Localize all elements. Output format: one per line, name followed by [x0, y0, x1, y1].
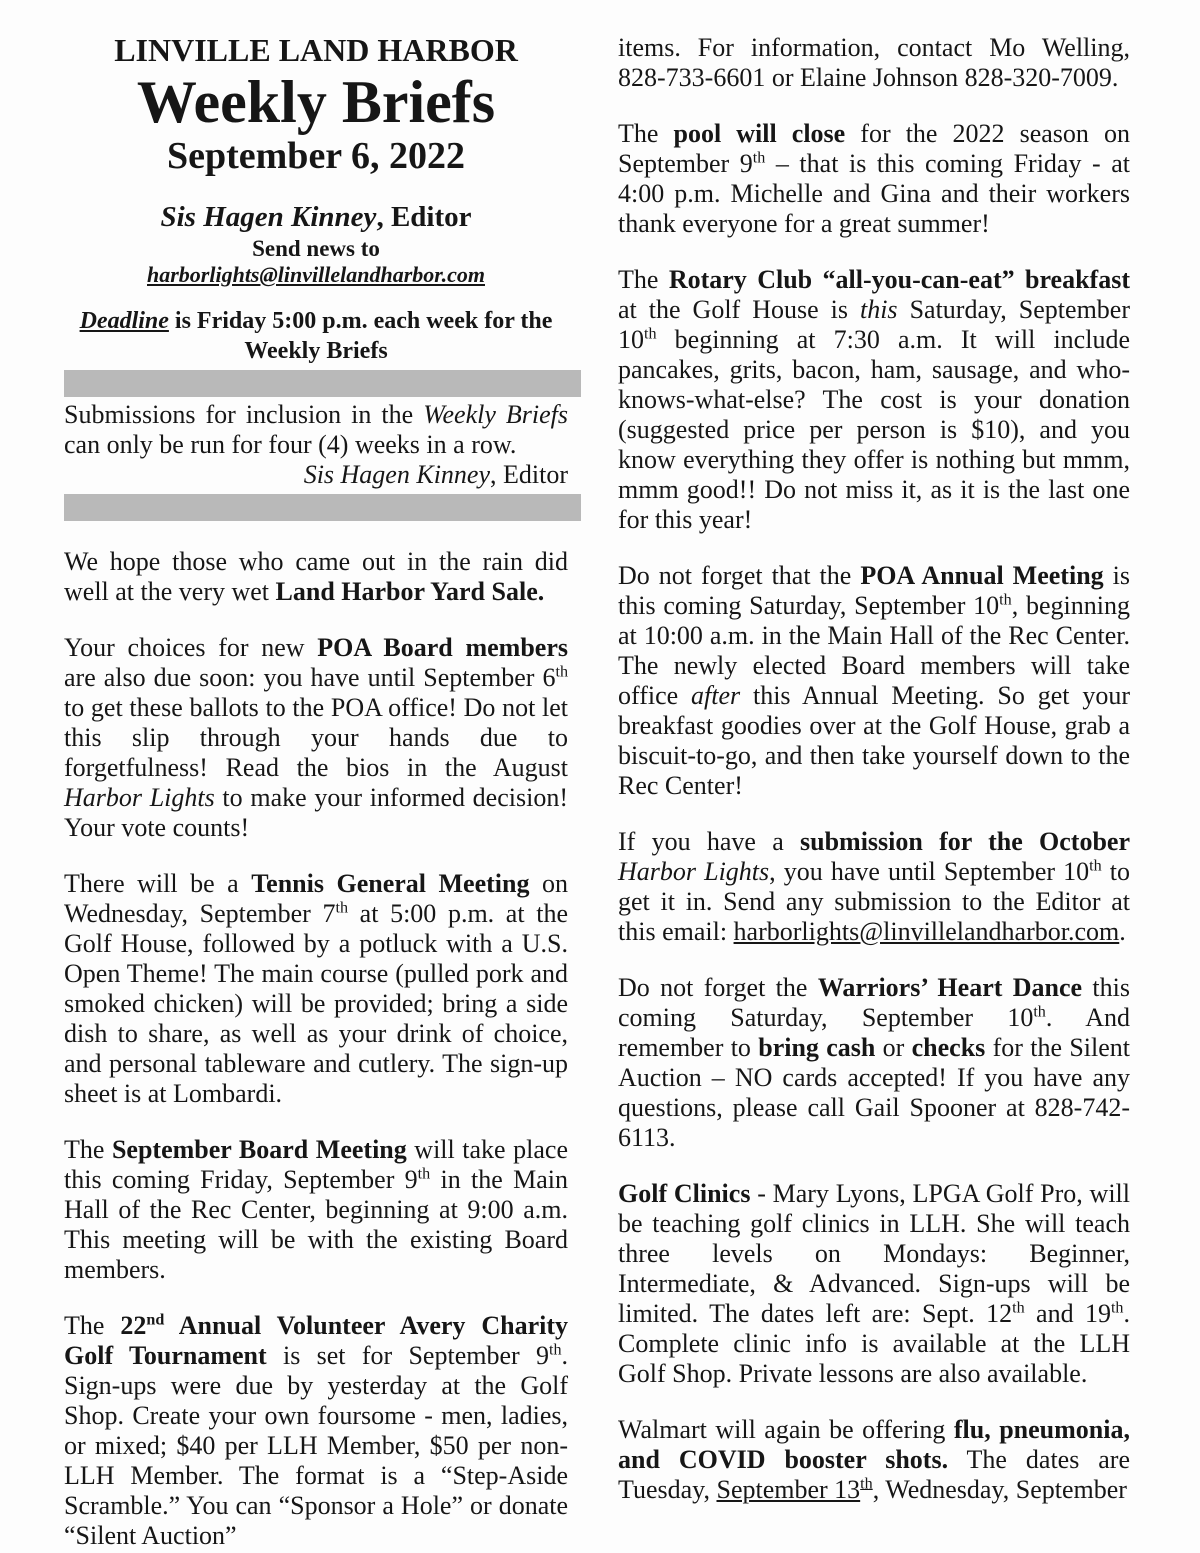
send-news-label: Send news to: [252, 236, 380, 261]
left-column-paragraphs: [64, 547, 568, 1551]
paragraph: [618, 827, 1130, 947]
text-run: harborlights@linvillelandharbor.com: [733, 917, 1120, 946]
text-run: Sis Hagen Kinney: [303, 460, 490, 489]
text-run: , Editor: [376, 201, 472, 233]
text-run: - Mary Lyons, LPGA Golf Pro, will be teaching golf clinics in LLH. She will teach three levels on Mondays: Beginner, Intermediate, & Advanced. Sign-ups will be limited. The dates left are: Sept. 12: [618, 1179, 1130, 1328]
text-run: The: [618, 265, 669, 294]
text-run: . And remember to: [618, 1003, 1131, 1062]
paragraph: [618, 1179, 1130, 1389]
text-run: There will be a: [64, 869, 252, 898]
paragraph: [64, 547, 568, 607]
editor-byline: [64, 200, 568, 234]
text-run: Submissions for inclusion in the: [64, 400, 424, 429]
text-run: The dates are Tuesday,: [618, 1445, 1130, 1504]
text-run: for the Silent Auction – NO cards accepted! If you have any questions, please call Gail Spooner at 828-742-6113.: [618, 1033, 1130, 1152]
text-run: th: [1110, 1299, 1124, 1317]
text-run: Annual Volunteer Avery Charity Golf Tournament: [64, 1311, 568, 1370]
text-run: Do not forget the: [618, 973, 818, 1002]
paragraph: [618, 119, 1130, 239]
text-run: th: [999, 591, 1012, 609]
text-run: bring cash: [758, 1033, 876, 1062]
text-run: to get it in. Send any submission to the Editor at this email:: [618, 857, 1131, 946]
text-run: Weekly Briefs: [423, 400, 568, 429]
divider-bar-top: [64, 370, 581, 397]
text-run: Golf Clinics: [618, 1179, 751, 1208]
paragraph: [618, 561, 1130, 801]
text-run: . Sign-ups were due by yesterday at the Golf Shop. Create your own foursome - men, ladies, or mixed; $40 per LLH Member, $50 per non-LLH Member. The format is a “Step-Aside Scramble.” You can “Sponsor a Hole” or donate “Silent Auction”: [64, 1341, 568, 1550]
newsletter-title: Weekly Briefs: [136, 69, 496, 135]
text-run: on Wednesday, September 7: [64, 869, 568, 928]
text-run: Tennis General Meeting: [251, 869, 530, 898]
org-name: LINVILLE LAND HARBOR: [114, 32, 518, 68]
text-run: Walmart will again be offering: [618, 1415, 954, 1444]
text-run: The: [64, 1135, 112, 1164]
text-run: th: [335, 899, 349, 917]
text-run: is Friday 5:00 p.m. each week for the Weekly Briefs: [168, 308, 553, 364]
text-run: POA Annual Meeting: [860, 561, 1104, 590]
text-run: Do not forget that the: [618, 561, 861, 590]
text-run: Harbor Lights: [64, 783, 215, 812]
text-run: and 19: [1024, 1299, 1111, 1328]
text-run: is this coming Saturday, September 10: [618, 561, 1130, 620]
text-run: beginning at 7:30 a.m. It will include pancakes, grits, bacon, ham, sausage, and who-knows-what-else? The cost is your donation (suggested price per person is $10), and you know everything they offer is nothing but mmm, mmm good!! Do not miss it, as it is the last one for this year!: [618, 325, 1130, 534]
text-run: or: [875, 1033, 912, 1062]
text-run: th: [1033, 1003, 1046, 1021]
text-run: checks: [911, 1033, 986, 1062]
text-run: this coming Saturday, September 10: [618, 973, 1130, 1032]
text-run: th: [644, 325, 657, 343]
masthead: [64, 30, 568, 366]
text-run: flu, pneumonia, and COVID booster shots.: [618, 1415, 1130, 1474]
paragraph: [618, 33, 1130, 93]
text-run: , Wednesday, September: [872, 1475, 1127, 1504]
text-run: 22: [120, 1311, 147, 1340]
editor-email: harborlights@linvillelandharbor.com: [147, 262, 485, 287]
right-column: [618, 7, 1130, 1505]
text-run: th: [548, 1341, 562, 1359]
text-run: th: [860, 1475, 873, 1493]
text-run: are also due soon: you have until September 6: [64, 663, 556, 692]
text-run: will take place this coming Friday, September 9: [64, 1135, 568, 1194]
text-run: POA Board members: [317, 633, 568, 662]
text-run: September 13: [716, 1475, 861, 1504]
text-run: Warriors’ Heart Dance: [817, 973, 1083, 1002]
text-run: .: [1119, 917, 1126, 946]
deadline-notice: [64, 306, 568, 366]
text-run: this: [859, 295, 898, 324]
left-column: [64, 0, 568, 1551]
text-run: items. For information, contact Mo Welling, 828-733-6601 or Elaine Johnson 828-320-7009.: [618, 33, 1130, 92]
paragraph: [618, 265, 1130, 535]
text-run: If you have a: [618, 827, 800, 856]
text-run: for the 2022 season on September 9: [618, 119, 1130, 178]
paragraph: [64, 1135, 568, 1285]
text-run: at the Golf House is: [618, 295, 860, 324]
text-run: th: [555, 663, 568, 681]
text-run: th: [752, 149, 766, 167]
text-run: Sis Hagen Kinney: [160, 201, 377, 233]
text-run: th: [1089, 857, 1102, 875]
text-run: in the Main Hall of the Rec Center, beginning at 9:00 a.m. This meeting will be with the existing Board members.: [64, 1165, 568, 1284]
text-run: The: [618, 119, 674, 148]
text-run: September Board Meeting: [111, 1135, 407, 1164]
submission-policy: [64, 400, 568, 460]
text-run: We hope those who came out in the rain did well at the very wet: [64, 547, 568, 606]
text-run: pool will close: [673, 119, 846, 148]
text-run: . Complete clinic info is available at the LLH Golf Shop. Private lessons are also available.: [618, 1299, 1130, 1388]
text-run: submission for the October: [800, 827, 1130, 856]
divider-bar-bottom: [64, 494, 581, 521]
paragraph: [618, 1415, 1130, 1505]
paragraph: [64, 633, 568, 843]
paragraph: [64, 1311, 568, 1551]
text-run: Land Harbor Yard Sale.: [275, 577, 545, 606]
paragraph: [64, 869, 568, 1109]
paragraph: [618, 973, 1130, 1153]
text-run: th: [417, 1165, 431, 1183]
text-run: Harbor Lights: [618, 857, 770, 886]
text-run: to make your informed decision! Your vote counts!: [64, 783, 568, 842]
text-run: , beginning at 10:00 a.m. in the Main Hall of the Rec Center. The newly elected Board members will take office: [618, 591, 1130, 710]
text-run: nd: [146, 1311, 165, 1329]
text-run: this Annual Meeting. So get your breakfast goodies over at the Golf House, grab a biscuit-to-go, and then take yourself down to the Rec Center!: [618, 681, 1130, 800]
text-run: at 5:00 p.m. at the Golf House, followed by a potluck with a U.S. Open Theme! The main course (pulled pork and smoked chicken) will be provided; bring a side dish to share, as well as your drink of choice, and personal tableware and cutlery. The sign-up sheet is at Lombardi.: [64, 899, 568, 1108]
issue-date: September 6, 2022: [167, 135, 465, 177]
text-run: The: [64, 1311, 121, 1340]
text-run: is set for September 9: [266, 1341, 549, 1370]
text-run: th: [1012, 1299, 1025, 1317]
text-run: – that is this coming Friday - at 4:00 p.m. Michelle and Gina and their workers thank everyone for a great summer!: [618, 149, 1131, 238]
text-run: Saturday, September 10: [618, 295, 1130, 354]
text-run: to get these ballots to the POA office! Do not let this slip through your hands due to forgetfulness! Read the bios in the August: [64, 693, 568, 782]
text-run: after: [691, 681, 741, 710]
text-run: , Editor: [490, 460, 568, 489]
text-run: can only be run for four (4) weeks in a row.: [64, 430, 517, 459]
text-run: Deadline: [79, 308, 169, 334]
text-run: , you have until September 10: [769, 857, 1090, 886]
text-run: Your choices for new: [64, 633, 318, 662]
policy-signature: [64, 460, 568, 490]
text-run: Rotary Club “all-you-can-eat” breakfast: [668, 265, 1130, 294]
